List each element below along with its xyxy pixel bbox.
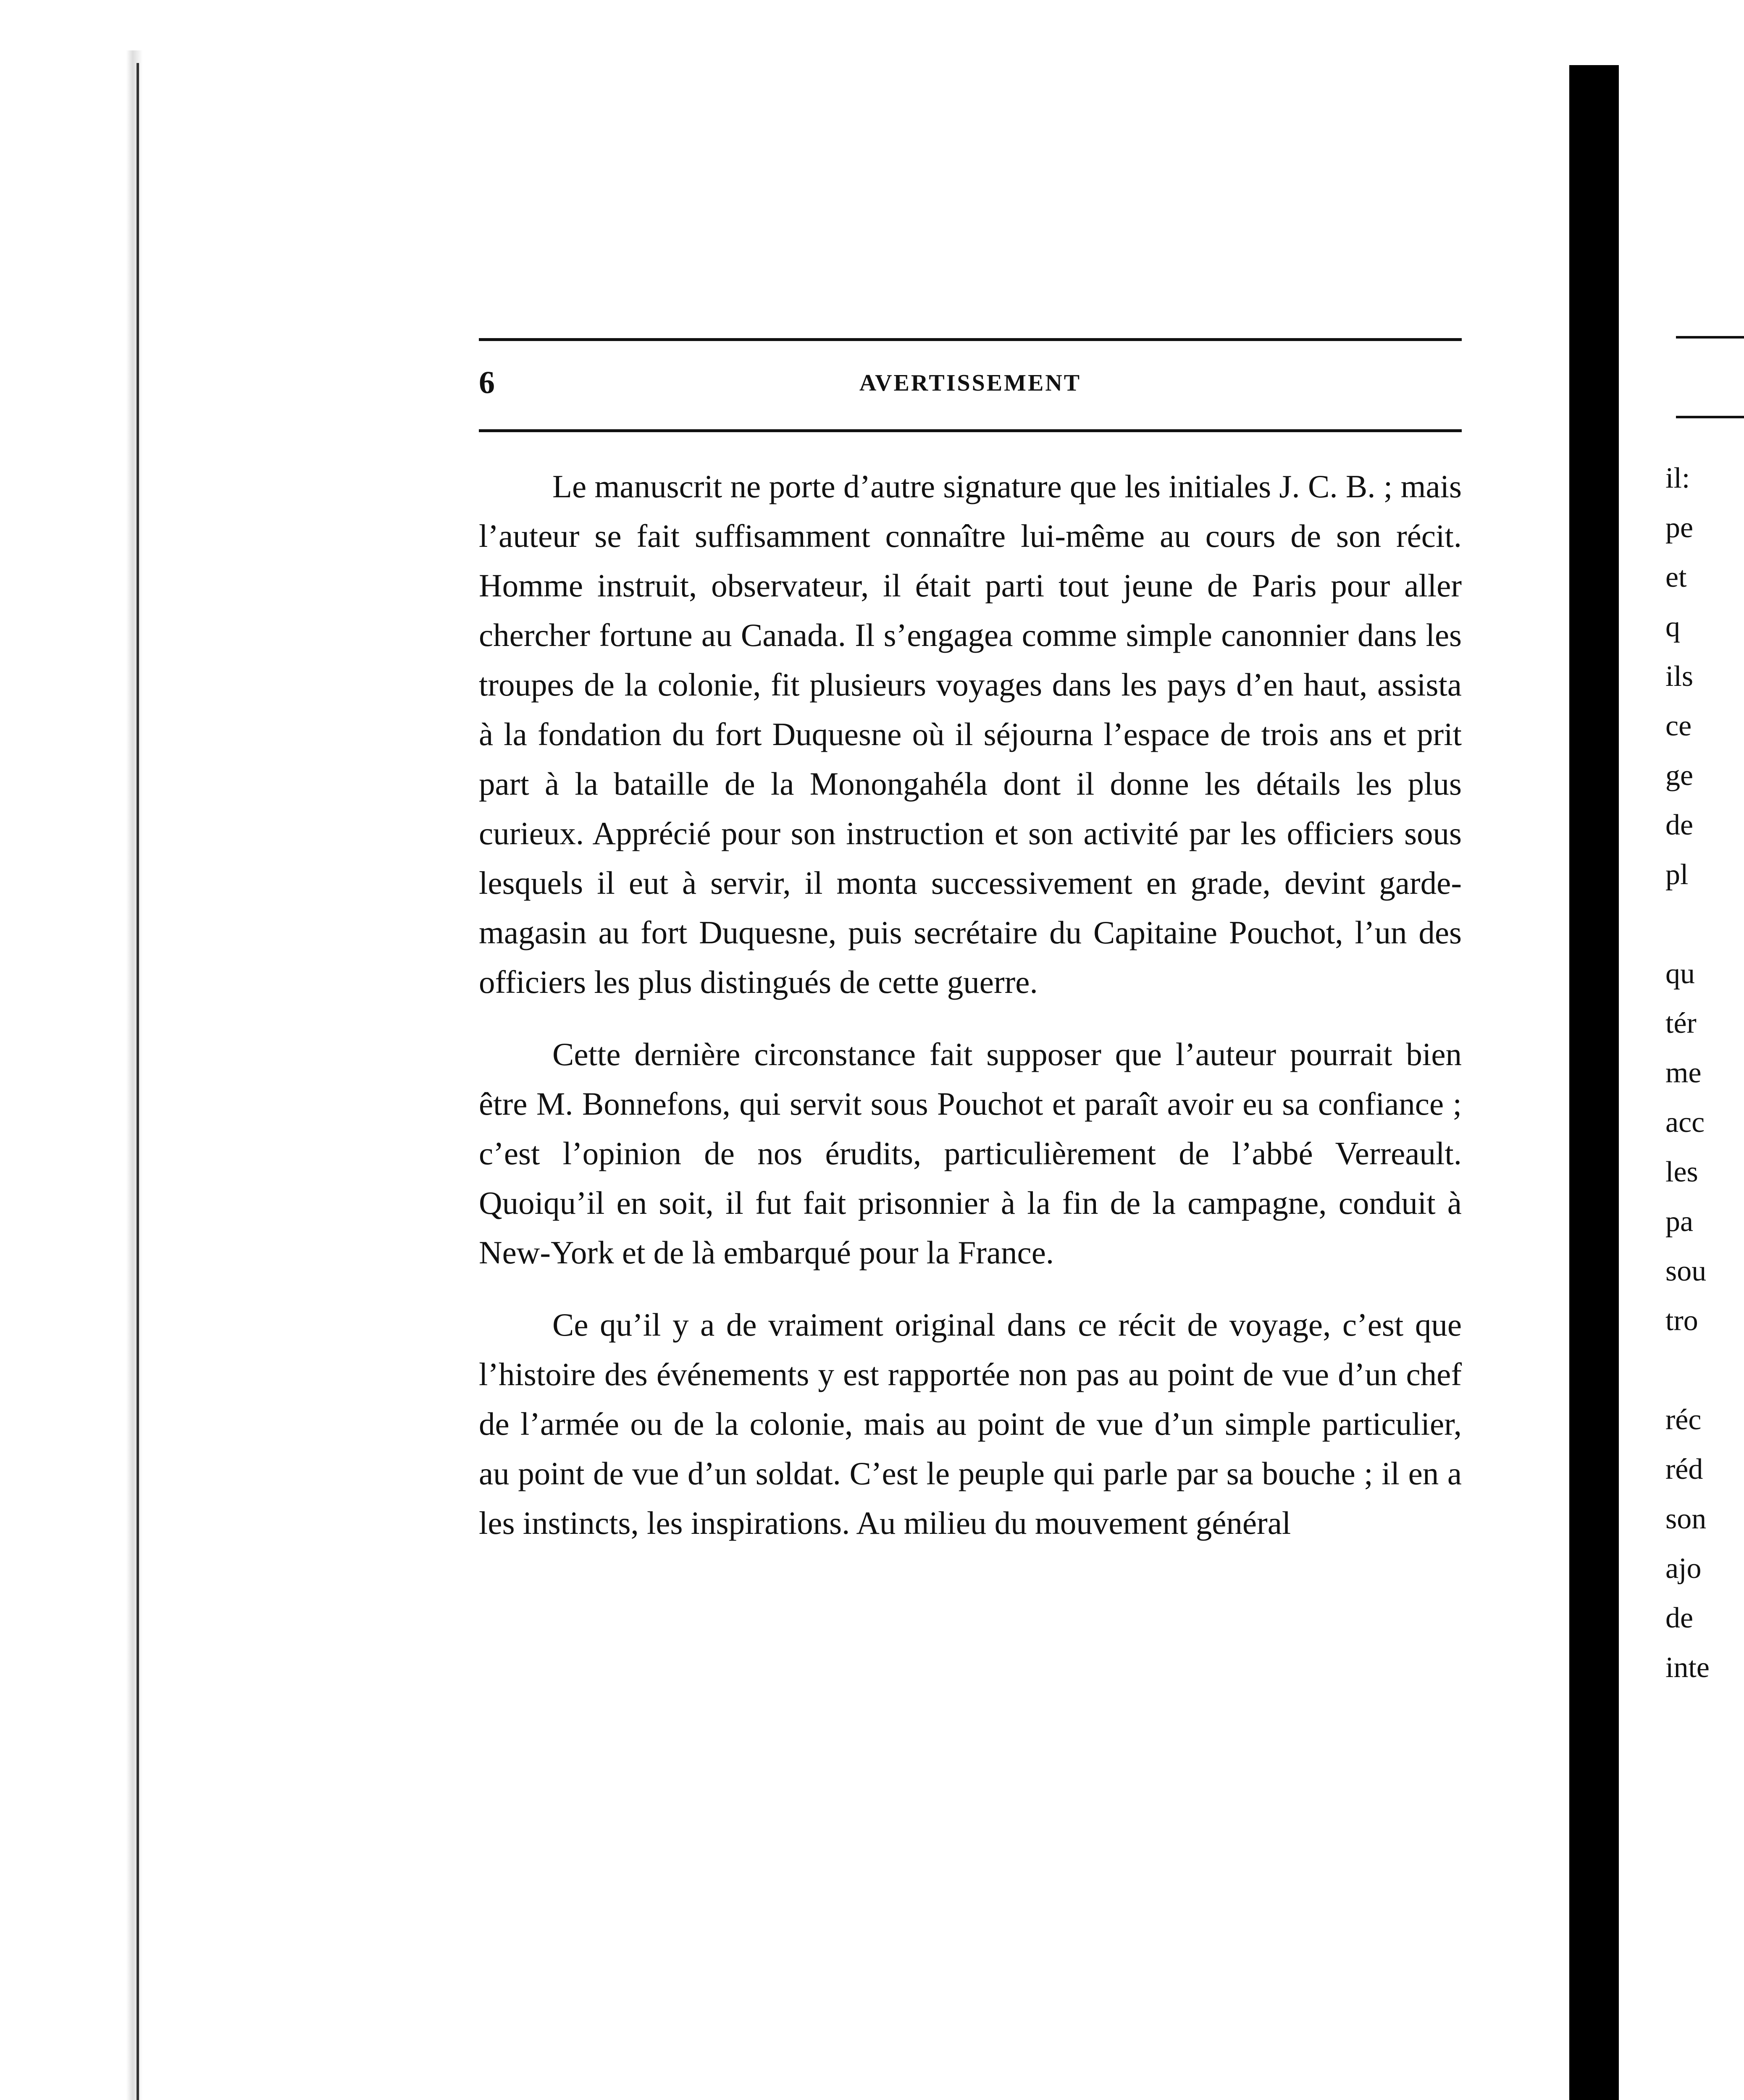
book-gutter-shadow bbox=[1569, 65, 1619, 2100]
next-page-fragment: ge bbox=[1665, 759, 1694, 792]
page-number: 6 bbox=[479, 365, 495, 400]
next-page-fragment bbox=[1665, 900, 1744, 949]
next-page-fragment: qu bbox=[1665, 958, 1695, 990]
next-page-fragment: inte bbox=[1665, 1651, 1710, 1684]
next-page-rule-bottom bbox=[1676, 416, 1744, 418]
body-text bbox=[479, 462, 1462, 1548]
next-page-fragment: ajo bbox=[1665, 1552, 1702, 1585]
next-page-fragment: me bbox=[1665, 1057, 1702, 1089]
paragraph: Ce qu’il y a de vraiment original dans ce récit de voyage, c’est que l’histoire des événements y est rapportée non pas au point de vue d’un chef de l’armée ou de la colonie, mais au point de vue d’un simple particulier, au point de vue d’un soldat. C’est le peuple qui parle par sa bouche ; il en a les instincts, les inspirations. Au milieu du mouvement général bbox=[479, 1307, 1462, 1541]
next-page-fragment: il: bbox=[1665, 462, 1690, 494]
next-page-fragment: tér bbox=[1665, 1007, 1697, 1040]
next-page-fragment: tro bbox=[1665, 1305, 1698, 1337]
next-page-rule-top bbox=[1676, 336, 1744, 339]
next-page-fragment: son bbox=[1665, 1503, 1707, 1535]
next-page-fragment: ils bbox=[1665, 660, 1694, 693]
next-page-fragment: réd bbox=[1665, 1453, 1703, 1486]
header-top-rule bbox=[479, 338, 1462, 341]
next-page-fragment bbox=[1665, 1346, 1744, 1395]
paragraph: Cette dernière circonstance fait supposer que l’auteur pourrait bien être M. Bonnefons, qui servit sous Pouchot et paraît avoir eu sa confiance ; c’est l’opinion de nos érudits, particulièrement de l’abbé Verreault. Quoiqu’il en soit, il fut fait prisonnier à la fin de la campagne, conduit à New-York et de là embarqué pour la France. bbox=[479, 1036, 1462, 1270]
next-page-fragment: pl bbox=[1665, 858, 1689, 891]
next-page-fragment: les bbox=[1665, 1156, 1698, 1188]
next-page-fragment: pa bbox=[1665, 1205, 1694, 1238]
next-page-fragment: q bbox=[1665, 611, 1680, 643]
next-page-fragment: et bbox=[1665, 561, 1687, 593]
running-head: AVERTISSEMENT bbox=[859, 370, 1082, 396]
scan-left-binding-line bbox=[137, 63, 139, 2100]
next-page-fragment: pe bbox=[1665, 512, 1694, 544]
next-page-fragment: de bbox=[1665, 809, 1694, 841]
header-bottom-rule bbox=[479, 429, 1462, 432]
page-header bbox=[479, 341, 1462, 429]
page bbox=[479, 338, 1462, 1570]
next-page-fragment: réc bbox=[1665, 1404, 1702, 1436]
next-page-fragment: acc bbox=[1665, 1106, 1705, 1139]
next-page-fragments bbox=[1665, 454, 1744, 1693]
scan-left-edge-shadow bbox=[126, 50, 143, 2100]
next-page-fragment: sou bbox=[1665, 1255, 1707, 1287]
next-page-fragment: de bbox=[1665, 1602, 1694, 1634]
next-page-fragment: ce bbox=[1665, 710, 1692, 742]
paragraph: Le manuscrit ne porte d’autre signature que les initiales J. C. B. ; mais l’auteur se fait suffisamment connaître lui-même au cours de son récit. Homme instruit, observateur, il était parti tout jeune de Paris pour aller chercher fortune au Canada. Il s’engagea comme simple canonnier dans les troupes de la colonie, fit plusieurs voyages dans les pays d’en haut, assista à la fondation du fort Duquesne où il séjourna l’espace de trois ans et prit part à la bataille de la Monongahéla dont il donne les détails les plus curieux. Apprécié pour son instruction et son activité par les officiers sous lesquels il eut à servir, il monta successivement en grade, devint garde-magasin au fort Duquesne, puis secrétaire du Capitaine Pouchot, l’un des officiers les plus distingués de cette guerre. bbox=[479, 468, 1462, 1000]
